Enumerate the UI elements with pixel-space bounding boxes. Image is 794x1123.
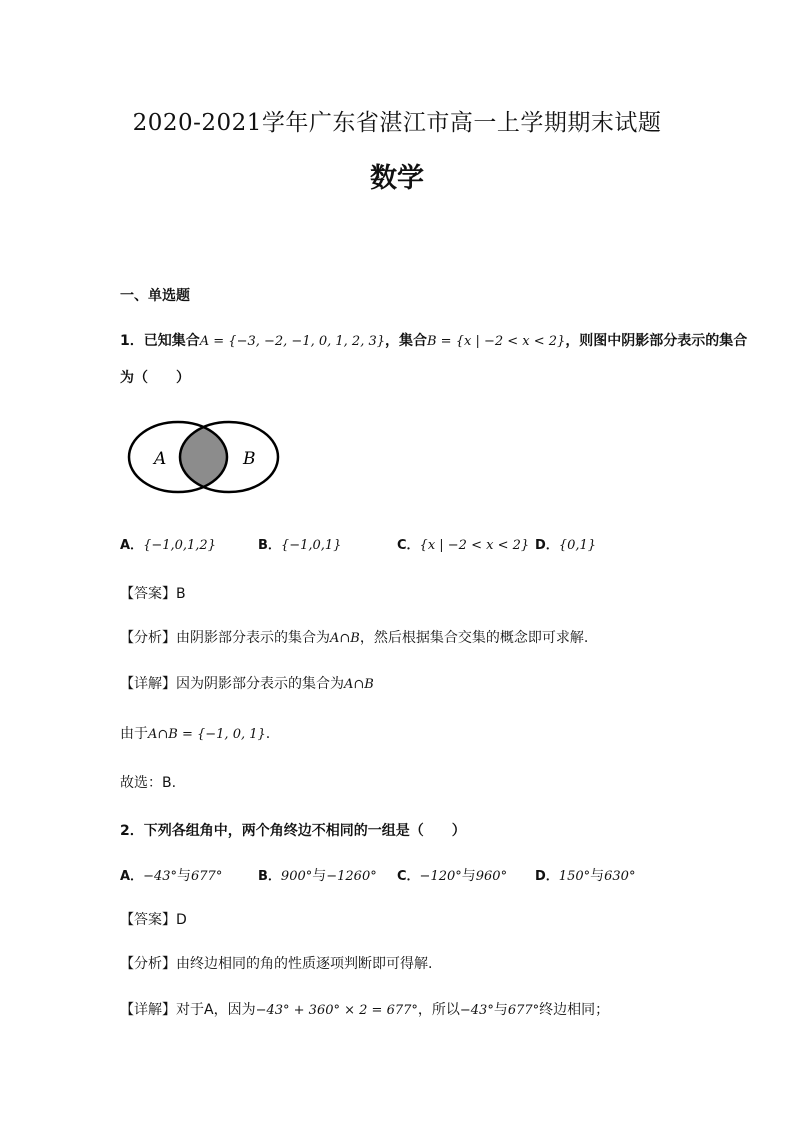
q1-option-c: C．{x | −2 < x < 2}: [397, 538, 530, 553]
venn-label-a: A: [154, 449, 167, 469]
q1-since: 由于A∩B = {−1, 0, 1}.: [120, 726, 271, 742]
q2-option-c: C．−120°与960°: [397, 868, 508, 884]
document-title: 2020-2021学年广东省湛江市高一上学期期末试题: [132, 110, 662, 136]
q1-text-b: ，集合: [385, 333, 427, 349]
question-2-stem: 2．下列各组角中，两个角终边不相同的一组是（ ）: [120, 823, 466, 839]
q1-option-b: B．{−1,0,1}: [258, 538, 342, 553]
q1-choose: 故选：B.: [120, 775, 177, 791]
q1-answer: 【答案】B: [120, 586, 186, 602]
venn-label-b: B: [243, 449, 256, 469]
question-1-stem: [120, 330, 747, 350]
subject-title: 数学: [370, 163, 424, 194]
q1-analysis: 【分析】由阴影部分表示的集合为A∩B，然后根据集合交集的概念即可求解.: [120, 630, 589, 646]
q2-analysis: 【分析】由终边相同的角的性质逐项判断即可得解.: [120, 956, 433, 972]
venn-diagram: [126, 418, 286, 500]
section-heading: 一、单选题: [120, 288, 190, 304]
set-a-expression: A = {−3, −2, −1, 0, 1, 2, 3}: [199, 334, 385, 349]
q2-option-a: A．−43°与677°: [120, 868, 223, 884]
question-1-stem-cont: 为（ ）: [120, 370, 190, 386]
set-b-expression: B = {x | −2 < x < 2}: [427, 334, 566, 349]
q1-detail: 【详解】因为阴影部分表示的集合为A∩B: [120, 676, 374, 692]
q1-option-a: A．{−1,0,1,2}: [120, 538, 216, 553]
q1-option-d: D．{0,1}: [535, 538, 597, 553]
q2-answer: 【答案】D: [120, 912, 187, 928]
q2-option-d: D．150°与630°: [535, 868, 636, 884]
q2-detail: 【详解】对于A，因为−43° + 360° × 2 = 677°，所以−43°与677°终边相同；: [120, 1002, 610, 1018]
q2-option-b: B．900°与−1260°: [258, 868, 377, 884]
q1-text-c: ，则图中阴影部分表示的集合: [565, 333, 748, 349]
q1-text-a: 1．已知集合: [120, 333, 200, 349]
